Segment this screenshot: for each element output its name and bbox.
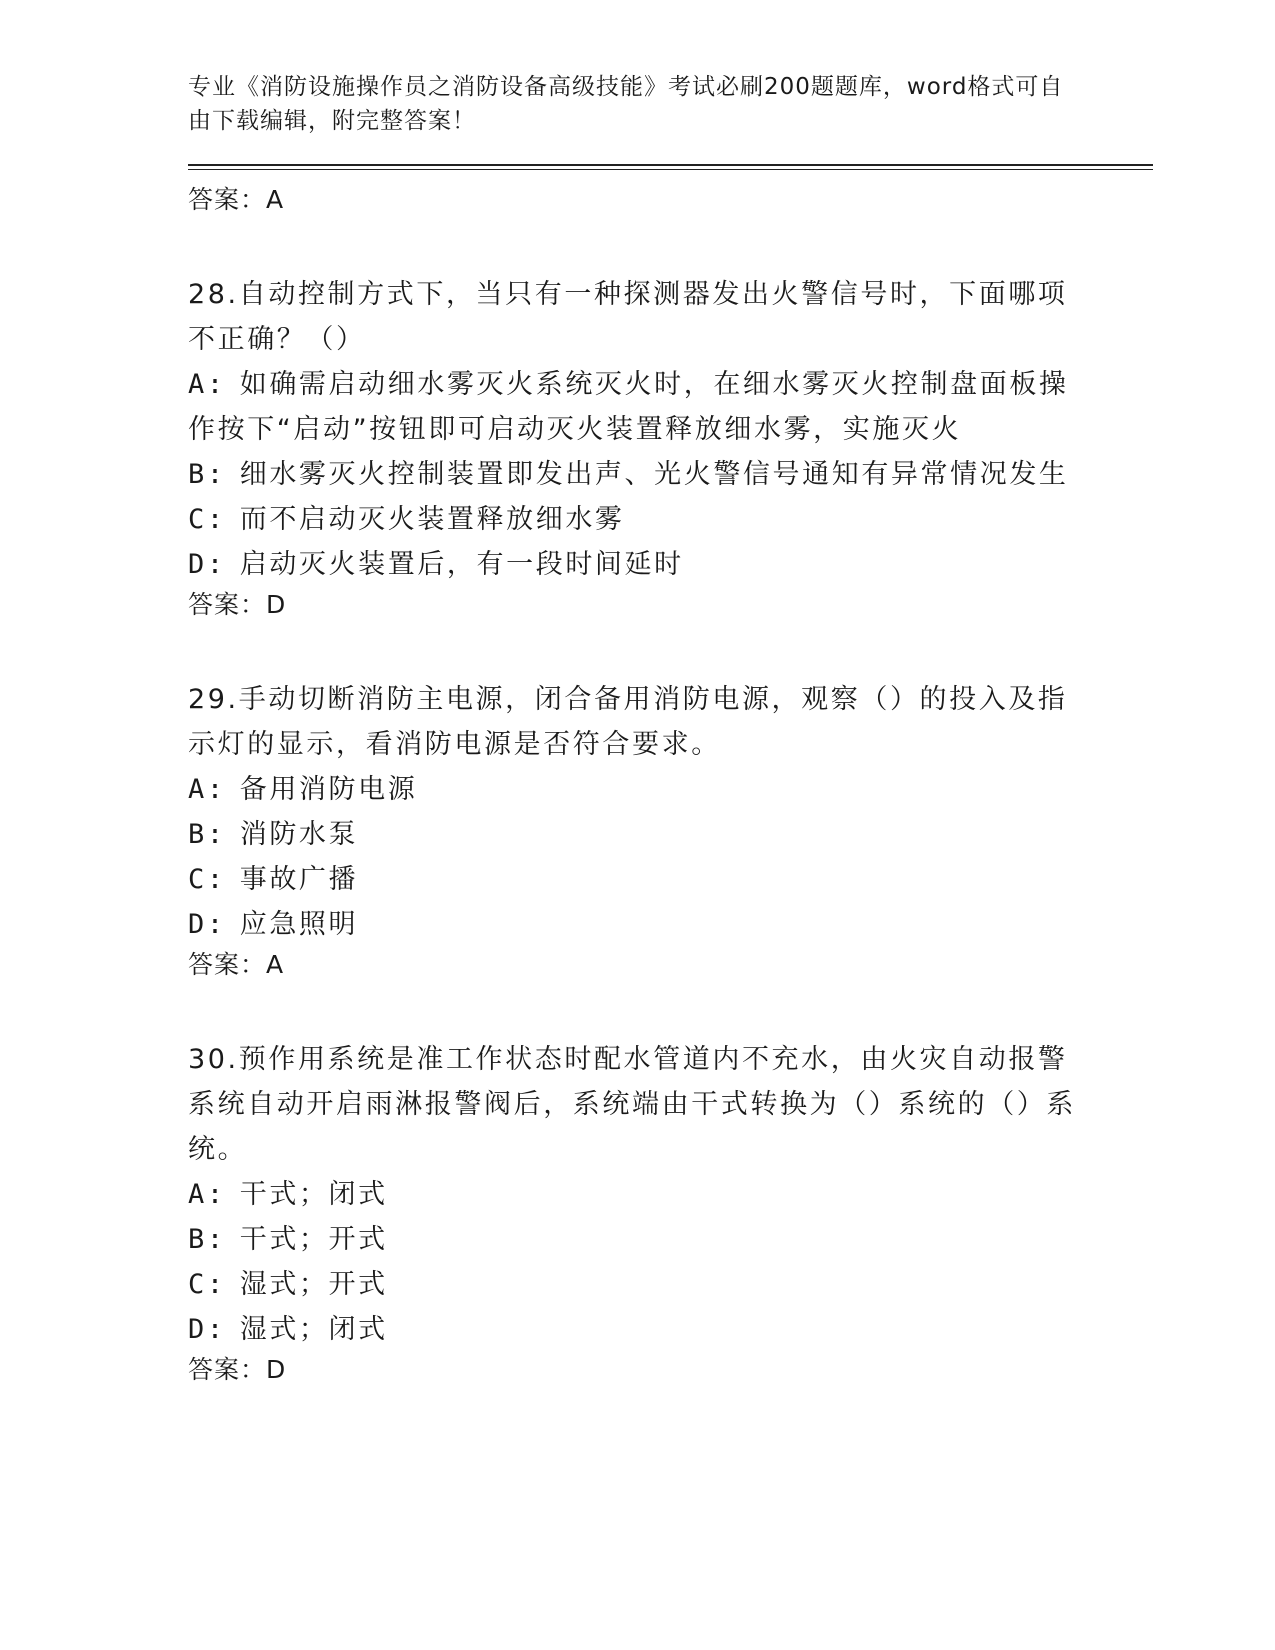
answer-line: 答案：D	[188, 590, 287, 619]
option-key: A:	[188, 1179, 226, 1210]
option-key: C:	[188, 864, 226, 895]
option-key: B:	[188, 459, 226, 490]
answer-option	[188, 812, 1078, 857]
answer-option	[188, 902, 1078, 947]
option-text: 湿式；闭式	[239, 1314, 388, 1345]
option-key: A:	[188, 369, 226, 400]
answer-option	[188, 497, 1078, 542]
header-divider	[188, 164, 1153, 170]
answer-option	[188, 1307, 1078, 1352]
page-header: 专业《消防设施操作员之消防设备高级技能》考试必刷200题题库，word格式可自由下载编辑，附完整答案！	[188, 74, 1064, 134]
option-text: 应急照明	[239, 909, 359, 940]
answer-option	[188, 452, 1078, 497]
option-key: D:	[188, 1314, 226, 1345]
option-key: B:	[188, 1224, 226, 1255]
option-key: B:	[188, 819, 226, 850]
option-text: 干式；开式	[239, 1224, 388, 1255]
answer-option	[188, 767, 1078, 812]
option-key: D:	[188, 549, 226, 580]
option-key: A:	[188, 774, 226, 805]
answer-line: 答案：A	[188, 950, 285, 979]
answer-option	[188, 362, 1078, 452]
document-page	[188, 70, 1153, 1386]
question-stem: 30.预作用系统是准工作状态时配水管道内不充水，由火灾自动报警系统自动开启雨淋报警阀后，系统端由干式转换为（）系统的（）系统。	[188, 1044, 1076, 1165]
option-key: C:	[188, 1269, 226, 1300]
option-text: 事故广播	[239, 864, 359, 895]
option-text: 如确需启动细水雾灭火系统灭火时，在细水雾灭火控制盘面板操作按下“启动”按钮即可启动灭火装置释放细水雾，实施灭火	[188, 369, 1069, 445]
option-text: 消防水泵	[239, 819, 359, 850]
answer-option	[188, 1262, 1078, 1307]
option-text: 启动灭火装置后，有一段时间延时	[239, 549, 684, 580]
option-text: 而不启动灭火装置释放细水雾	[239, 504, 625, 535]
option-key: C:	[188, 504, 226, 535]
question-block	[188, 1037, 1153, 1386]
answer-option	[188, 1172, 1078, 1217]
answer-line: 答案：D	[188, 1355, 287, 1384]
answer-option	[188, 542, 1078, 587]
option-key: D:	[188, 909, 226, 940]
option-text: 备用消防电源	[239, 774, 418, 805]
question-block	[188, 272, 1153, 621]
option-text: 细水雾灭火控制装置即发出声、光火警信号通知有异常情况发生	[239, 459, 1069, 490]
question-stem: 28.自动控制方式下，当只有一种探测器发出火警信号时，下面哪项不正确？（）	[188, 279, 1068, 355]
question-list	[188, 272, 1153, 1386]
option-text: 干式；闭式	[239, 1179, 388, 1210]
answer-option	[188, 1217, 1078, 1262]
answer-line: 答案：A	[188, 185, 285, 214]
answer-option	[188, 857, 1078, 902]
question-stem: 29.手动切断消防主电源，闭合备用消防电源，观察（）的投入及指示灯的显示，看消防电源是否符合要求。	[188, 684, 1068, 760]
question-block	[188, 677, 1153, 981]
option-text: 湿式；开式	[239, 1269, 388, 1300]
